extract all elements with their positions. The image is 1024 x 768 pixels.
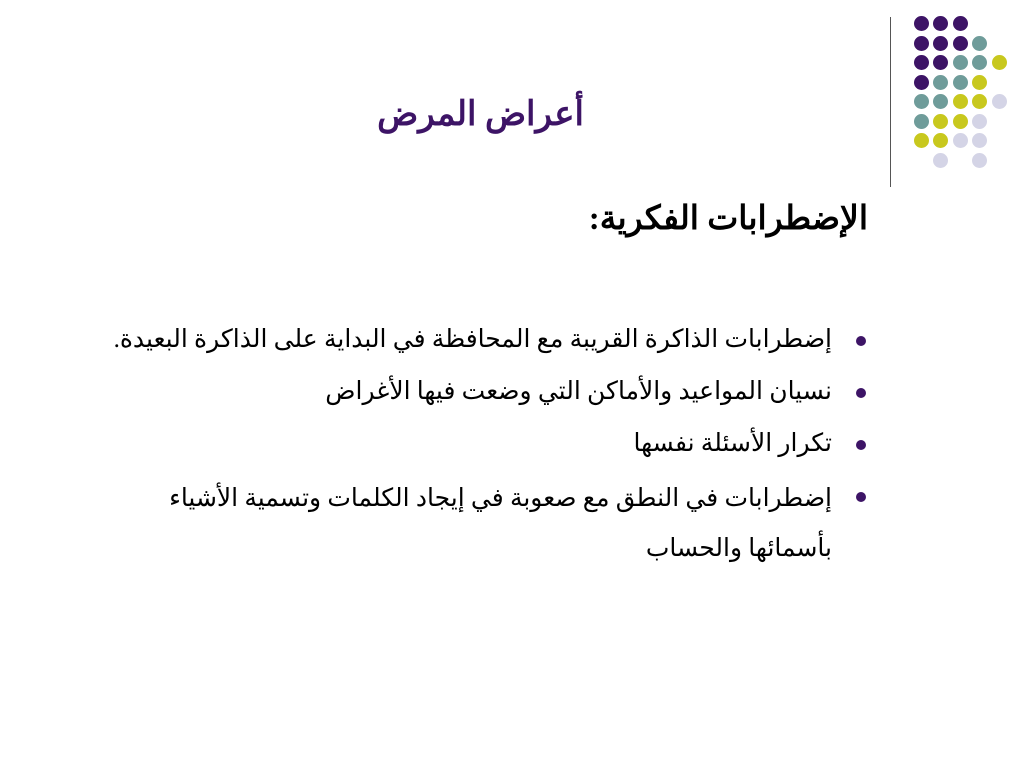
decorative-dot bbox=[972, 114, 987, 129]
decorative-dot bbox=[992, 55, 1007, 70]
bullet-dot-icon bbox=[856, 388, 866, 398]
decorative-dot bbox=[914, 114, 929, 129]
decorative-dot bbox=[914, 133, 929, 148]
decorative-dot bbox=[933, 36, 948, 51]
decorative-dot bbox=[914, 16, 929, 31]
decorative-dot bbox=[972, 36, 987, 51]
decorative-dot bbox=[933, 75, 948, 90]
decorative-dot bbox=[972, 55, 987, 70]
decorative-dot bbox=[972, 133, 987, 148]
decorative-dot bbox=[953, 55, 968, 70]
decorative-dot bbox=[953, 36, 968, 51]
bullet-item bbox=[84, 370, 874, 414]
decorative-dot bbox=[972, 75, 987, 90]
decorative-dot bbox=[953, 114, 968, 129]
decorative-dot bbox=[953, 75, 968, 90]
section-subheading: الإضطرابات الفكرية: bbox=[588, 201, 868, 237]
bullet-dot-icon bbox=[856, 336, 866, 346]
bullet-item bbox=[84, 318, 874, 362]
decorative-dot bbox=[933, 55, 948, 70]
bullet-text: تكرار الأسئلة نفسها bbox=[633, 430, 832, 457]
decorative-dot bbox=[914, 94, 929, 109]
decorative-dot bbox=[933, 114, 948, 129]
bullet-item bbox=[84, 422, 874, 466]
bullet-dot-icon bbox=[856, 492, 866, 502]
decorative-dot bbox=[972, 94, 987, 109]
decorative-dot bbox=[933, 133, 948, 148]
slide-title: أعراض المرض bbox=[377, 96, 584, 133]
bullet-item bbox=[84, 474, 874, 574]
bullet-dot-icon bbox=[856, 440, 866, 450]
bullet-text: نسيان المواعيد والأماكن التي وضعت فيها الأغراض bbox=[325, 378, 832, 405]
decorative-dot bbox=[933, 94, 948, 109]
decorative-dot bbox=[972, 153, 987, 168]
decorative-dot bbox=[953, 94, 968, 109]
decorative-dot bbox=[933, 153, 948, 168]
decorative-dot bbox=[953, 16, 968, 31]
bullet-text: إضطرابات في النطق مع صعوبة في إيجاد الكلمات وتسمية الأشياء بأسمائها والحساب bbox=[169, 485, 832, 562]
vertical-divider bbox=[890, 17, 891, 187]
decorative-dot bbox=[992, 94, 1007, 109]
decorative-dot bbox=[914, 75, 929, 90]
decorative-dot-grid bbox=[900, 16, 1010, 166]
decorative-dot bbox=[914, 55, 929, 70]
decorative-dot bbox=[953, 133, 968, 148]
bullet-text: إضطرابات الذاكرة القريبة مع المحافظة في البداية على الذاكرة البعيدة. bbox=[113, 326, 832, 353]
bullet-list bbox=[84, 318, 874, 582]
decorative-dot bbox=[914, 36, 929, 51]
decorative-dot bbox=[933, 16, 948, 31]
